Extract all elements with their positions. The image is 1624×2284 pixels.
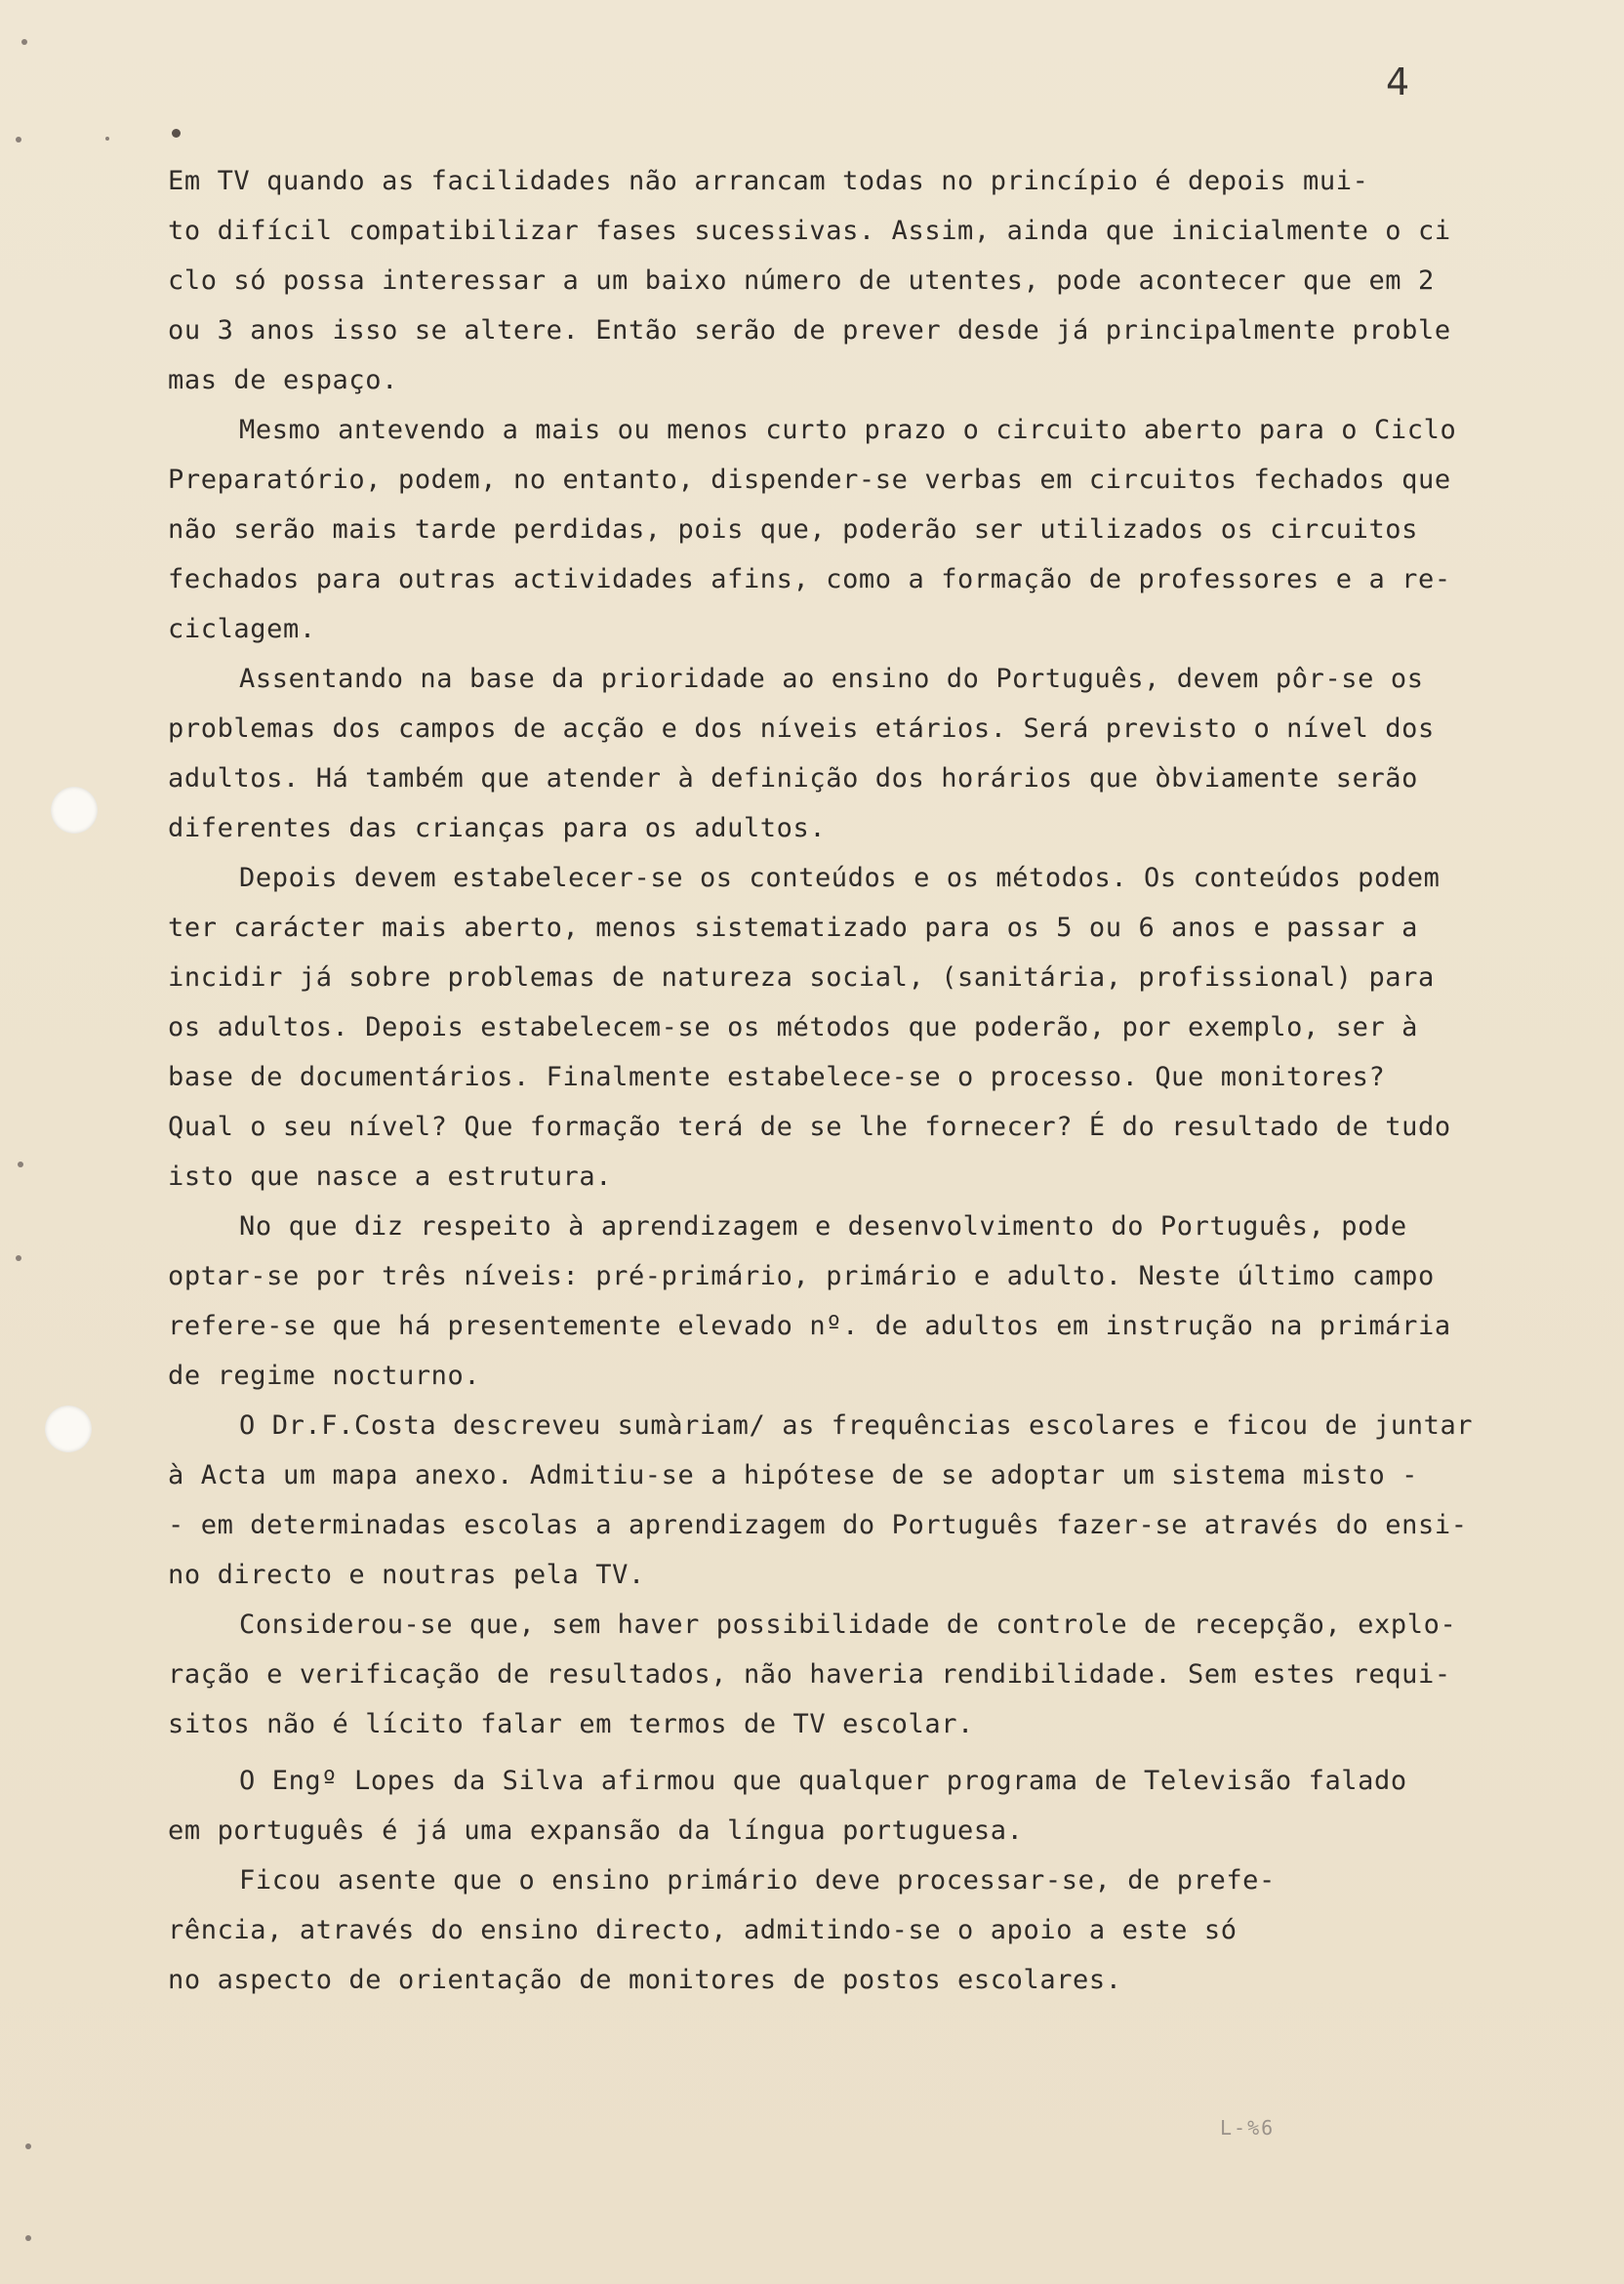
text-line: Preparatório, podem, no entanto, dispender-se verbas em circuitos fechados que bbox=[168, 465, 1451, 495]
text-line: não serão mais tarde perdidas, pois que, poderão ser utilizados os circuitos bbox=[168, 514, 1419, 545]
text-line: Qual o seu nível? Que formação terá de se lhe fornecer? É do resultado de tudo bbox=[168, 1112, 1451, 1142]
paragraph-start-line: Mesmo antevendo a mais ou menos curto prazo o circuito aberto para o Ciclo bbox=[239, 415, 1457, 445]
text-line: mas de espaço. bbox=[168, 365, 398, 395]
text-line: base de documentários. Finalmente estabelece-se o processo. Que monitores? bbox=[168, 1062, 1386, 1092]
punch-hole-bottom bbox=[45, 1406, 92, 1452]
scan-speck bbox=[16, 137, 21, 143]
text-line: no aspecto de orientação de monitores de postos escolares. bbox=[168, 1965, 1122, 1995]
text-line: sitos não é lícito falar em termos de TV escolar. bbox=[168, 1709, 974, 1739]
text-line: ciclagem. bbox=[168, 614, 316, 644]
text-line: os adultos. Depois estabelecem-se os métodos que poderão, por exemplo, ser à bbox=[168, 1012, 1419, 1042]
text-line: to difícil compatibilizar fases sucessivas. Assim, ainda que inicialmente o ci bbox=[168, 216, 1451, 246]
text-line: rência, através do ensino directo, admitindo-se o apoio a este só bbox=[168, 1915, 1238, 1945]
paragraph-start-line: Considerou-se que, sem haver possibilidade de controle de recepção, explo- bbox=[239, 1610, 1457, 1640]
text-line: ou 3 anos isso se altere. Então serão de prever desde já principalmente proble bbox=[168, 315, 1451, 346]
text-line: isto que nasce a estrutura. bbox=[168, 1162, 613, 1192]
scan-speck bbox=[172, 129, 181, 138]
text-line: incidir já sobre problemas de natureza social, (sanitária, profissional) para bbox=[168, 962, 1435, 993]
scan-speck bbox=[105, 137, 109, 141]
scan-speck bbox=[21, 39, 27, 45]
text-line: Em TV quando as facilidades não arrancam todas no princípio é depois mui- bbox=[168, 166, 1369, 196]
scan-speck bbox=[18, 1162, 23, 1167]
text-line: optar-se por três níveis: pré-primário, primário e adulto. Neste último campo bbox=[168, 1261, 1435, 1291]
paragraph-start-line: Assentando na base da prioridade ao ensino do Português, devem pôr-se os bbox=[239, 664, 1424, 694]
text-line: no directo e noutras pela TV. bbox=[168, 1560, 645, 1590]
text-line: diferentes das crianças para os adultos. bbox=[168, 813, 827, 843]
paragraph-start-line: No que diz respeito à aprendizagem e desenvolvimento do Português, pode bbox=[239, 1211, 1407, 1242]
typewritten-body bbox=[168, 156, 1583, 2005]
text-line: à Acta um mapa anexo. Admitiu-se a hipótese de se adoptar um sistema misto - bbox=[168, 1460, 1419, 1490]
text-line: fechados para outras actividades afins, como a formação de professores e a re- bbox=[168, 564, 1451, 594]
paragraph-start-line: O Engº Lopes da Silva afirmou que qualquer programa de Televisão falado bbox=[239, 1766, 1407, 1796]
paragraph-start-line: Depois devem estabelecer-se os conteúdos e os métodos. Os conteúdos podem bbox=[239, 863, 1441, 893]
scan-speck bbox=[25, 2143, 31, 2149]
text-line: ter carácter mais aberto, menos sistematizado para os 5 ou 6 anos e passar a bbox=[168, 913, 1419, 943]
text-line: de regime nocturno. bbox=[168, 1361, 481, 1391]
page-number: 4 bbox=[1386, 61, 1410, 103]
text-line: clo só possa interessar a um baixo número de utentes, pode acontecer que em 2 bbox=[168, 265, 1435, 296]
scan-speck bbox=[16, 1255, 21, 1261]
paragraph-gap bbox=[168, 1749, 1583, 1756]
text-line: refere-se que há presentemente elevado nº. de adultos em instrução na primária bbox=[168, 1311, 1451, 1341]
paragraph-start-line: Ficou asente que o ensino primário deve processar-se, de prefe- bbox=[239, 1865, 1276, 1896]
text-line: adultos. Há também que atender à definição dos horários que òbviamente serão bbox=[168, 763, 1419, 794]
text-line: ração e verificação de resultados, não haveria rendibilidade. Sem estes requi- bbox=[168, 1659, 1451, 1690]
text-line: - em determinadas escolas a aprendizagem do Português fazer-se através do ensi- bbox=[168, 1510, 1468, 1540]
paragraph-start-line: O Dr.F.Costa descreveu sumàriam/ as frequências escolares e ficou de juntar bbox=[239, 1410, 1474, 1441]
punch-hole-top bbox=[51, 787, 98, 834]
scan-speck bbox=[25, 2235, 31, 2241]
text-line: problemas dos campos de acção e dos níveis etários. Será previsto o nível dos bbox=[168, 714, 1435, 744]
text-line: em português é já uma expansão da língua portuguesa. bbox=[168, 1815, 1024, 1846]
footer-mark: L-%6 bbox=[1220, 2116, 1276, 2140]
